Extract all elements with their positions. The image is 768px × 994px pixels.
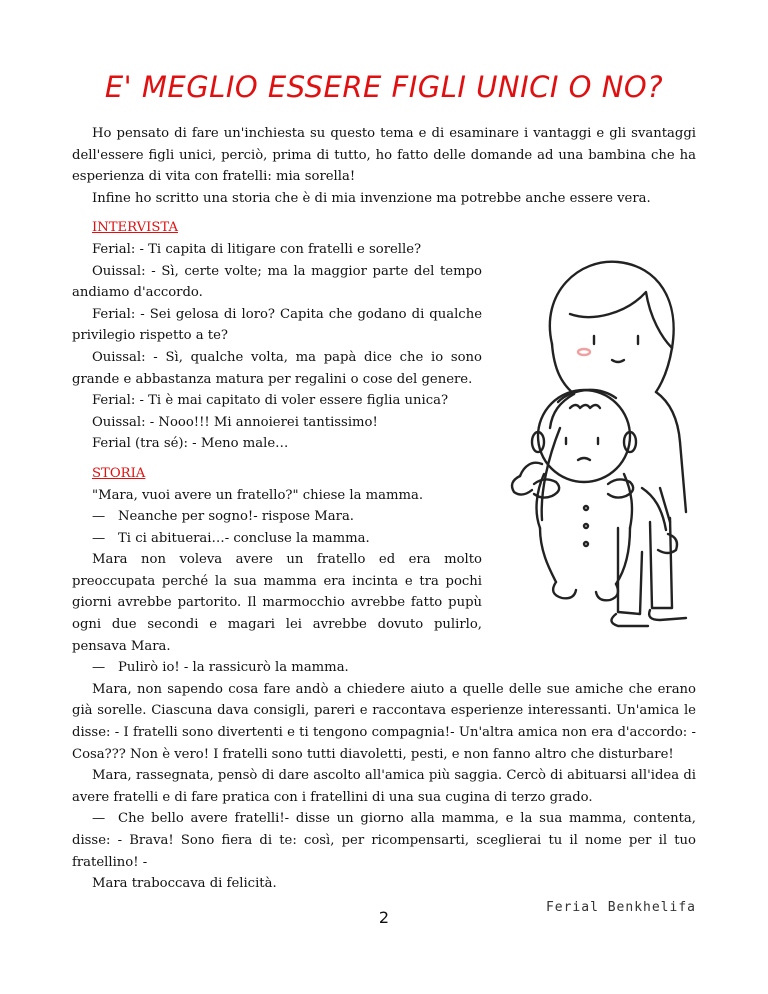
intro-paragraph: Infine ho scritto una storia che è di mia invenzione ma potrebbe anche essere vera. [92, 190, 651, 206]
dash-glyph: — [92, 811, 106, 827]
dialogue-text: Che bello avere fratelli!- disse un giorno alla mamma, e la sua mamma, contenta, disse: - Brava! Sono fiera di te: così, per ricompensarti, sceglierai tu il nome per il tuo fratellino! - [72, 811, 696, 870]
dash-glyph: — [92, 660, 106, 676]
page-title: E' MEGLIO ESSERE FIGLI UNICI O NO? [104, 70, 664, 104]
interview-line: Ouissal: - Sì, certe volte; ma la maggior parte del tempo andiamo d'accordo. [72, 263, 482, 301]
dialogue-text: Pulirò io! - la rassicurò la mamma. [118, 660, 349, 676]
dialogue-text: Neanche per sogno!- rispose Mara. [118, 509, 355, 525]
interview-line: Ouissal: - Sì, qualche volta, ma papà dice che io sono grande e abbastanza matura per regalini o cose del genere. [72, 349, 482, 387]
dialogue-text: Ti ci abituerai…- concluse la mamma. [118, 530, 370, 546]
interview-line: Ferial (tra sé): - Meno male… [92, 436, 289, 452]
interview-line: Ferial: - Ti è mai capitato di voler essere figlia unica? [92, 393, 449, 409]
story-paragraph: Mara non voleva avere un fratello ed era molto preoccupata perché la sua mamma era incinta e tra pochi giorni avrebbe partorito. Il marmocchio avrebbe fatto pupù ogni due secondi e magari lei avrebbe dovuto pulirlo, pensava Mara. [72, 552, 482, 654]
story-ending: Mara traboccava di felicità. [92, 876, 277, 892]
intro-paragraph: Ho pensato di fare un'inchiesta su questo tema e di esaminare i vantaggi e gli svantaggi dell'essere figli unici, perciò, prima di tutto, ho fatto delle domande ad una bambina che ha esperienza di vita con fratelli: mia sorella! [72, 126, 696, 185]
page-number: 2 [378, 908, 390, 927]
interview-line: Ferial: - Ti capita di litigare con fratelli e sorelle? [92, 241, 422, 257]
story-dialogue [72, 657, 696, 679]
interview-line: Ferial: - Sei gelosa di loro? Capita che godano di qualche privilegio rispetto a te? [72, 306, 482, 344]
story-dialogue [72, 528, 696, 550]
article-body [72, 123, 696, 918]
dash-glyph: — [92, 509, 106, 525]
story-dialogue [72, 808, 696, 873]
story-dialogue [72, 506, 696, 528]
author-signature: Ferial Benkhelifa [545, 899, 696, 915]
story-heading: STORIA [92, 465, 146, 481]
interview-line: Ouissal: - Nooo!!! Mi annoierei tantissimo! [92, 414, 378, 430]
dash-glyph: — [92, 530, 106, 546]
story-opening: "Mara, vuoi avere un fratello?" chiese la mamma. [92, 487, 424, 503]
interview-heading: INTERVISTA [92, 220, 178, 236]
story-paragraph: Mara, rassegnata, pensò di dare ascolto all'amica più saggia. Cercò di abituarsi all'idea di avere fratelli e di fare pratica con i fratellini di una sua cugina di terzo grado. [72, 768, 696, 805]
story-paragraph: Mara, non sapendo cosa fare andò a chiedere aiuto a quelle delle sue amiche che erano già sorelle. Ciascuna dava consigli, pareri e raccontava esperienze interessanti. Un'amica le disse: - I fratelli sono divertenti e ti tengono compagnia!- Un'altra amica non era d'accordo: - Cosa??? Non è vero! I fratelli sono tutti diavoletti, pesti, e non fanno altro che disturbare! [72, 681, 696, 762]
